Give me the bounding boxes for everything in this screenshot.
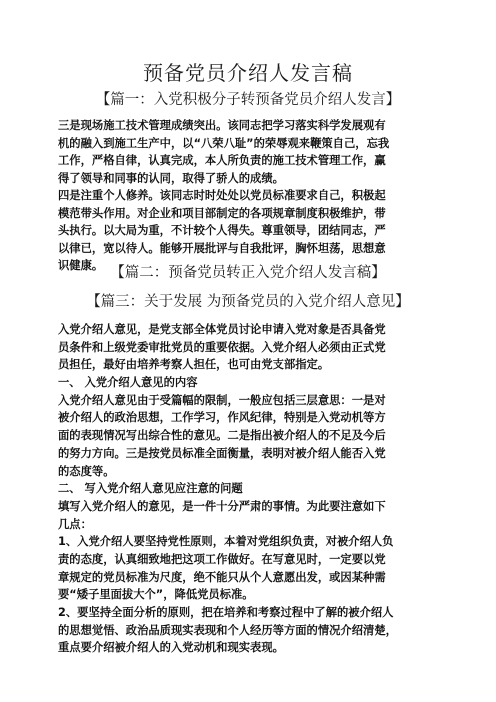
paragraph-line: 的态度等。: [58, 464, 115, 478]
paragraph-line: 头执行。以大局为重，不计较个人得失。尊重领导，团结同志，严: [58, 224, 386, 237]
section-heading-2: 【篇二：预备党员转正入党介绍人发言稿】: [110, 265, 386, 281]
paragraph-line: 员担任，最好由培养考察人担任，也可由党支部指定。: [58, 358, 330, 372]
paragraph-line: 工作，严格自律，认真完成，本人所负责的施工技术管理工作，赢: [58, 154, 386, 167]
section-heading-3: 【篇三：关于发展 为预备党员的入党介绍人意见】: [86, 294, 410, 310]
paragraph-line: 1、入党介绍人要坚持党性原则，本着对党组织负责，对被介绍人负: [58, 535, 394, 549]
paragraph-line: 三是现场施工技术管理成绩突出。该同志把学习落实科学发展观有: [58, 119, 386, 132]
paragraph-line: 填写入党介绍人的意见，是一件十分严肃的事情。为此要注意如下: [58, 499, 386, 513]
paragraph-line: 的努力方向。三是按党员标准全面衡量，表明对被介绍人能否入党: [58, 446, 386, 460]
paragraph-line: 2、要坚持全面分析的原则，把在培养和考察过程中了解的被介绍人: [58, 606, 394, 619]
paragraph-line: 以律已，宽以待人。能够开展批评与自我批评，胸怀坦荡，思想意: [58, 241, 386, 255]
paragraph-line: 要“矮子里面拔大个”，降低党员标准。: [58, 588, 254, 602]
section-heading-1: 【篇一：入党积极分子转预备党员介绍人发言】: [95, 92, 401, 108]
paragraph-line: 面的表现情况写出综合性的意见。二是指出被介绍人的不足及今后: [58, 429, 386, 443]
paragraph-line: 员条件和上级党委审批党员的重要依据。入党介绍人必须由正式党: [58, 340, 386, 354]
paragraph-line: 的思想觉悟、政治品质现实表现和个人经历等方面的情况介绍清楚，: [58, 623, 397, 637]
paragraph-line: 章规定的党员标准为尺度，绝不能只从个人意愿出发，或因某种需: [58, 570, 386, 584]
section-1-body: [58, 117, 440, 275]
subheading-line: 一、 入党介绍人意见的内容: [58, 376, 198, 390]
subheading-line: 二、 写入党介绍人意见应注意的问题: [58, 482, 243, 496]
paragraph-line: 重点要介绍被介绍人的入党动机和现实表现。: [58, 641, 284, 655]
document-title: 预备党员介绍人发言稿: [143, 61, 353, 85]
paragraph-line: 四是注重个人修养。该同志时时处处以党员标准要求自己，积极起: [58, 189, 386, 202]
paragraph-line: 识健康。: [58, 259, 104, 272]
paragraph-line: 模范带头作用。对企业和项目部制定的各项规章制度积极维护，带: [58, 206, 386, 220]
paragraph-line: 入党介绍人意见由于受篇幅的限制，一般应包括三层意思：一是对: [58, 393, 386, 407]
paragraph-line: 得了领导和同事的认同，取得了骄人的成绩。: [58, 171, 284, 185]
paragraph-line: 责的态度，认真细致地把这项工作做好。在写意见时，一定要以党: [58, 552, 386, 566]
section-3-body: [58, 321, 440, 657]
paragraph-line: 入党介绍人意见，是党支部全体党员讨论申请入党对象是否具备党: [58, 323, 386, 336]
paragraph-line: 被介绍人的政治思想，工作学习，作风纪律，特别是入党动机等方: [58, 411, 386, 425]
paragraph-line: 几点：: [58, 517, 92, 531]
paragraph-line: 机的融入到施工生产中，以“八荣八耻”的荣辱观来鞭策自己，忘我: [58, 136, 390, 150]
